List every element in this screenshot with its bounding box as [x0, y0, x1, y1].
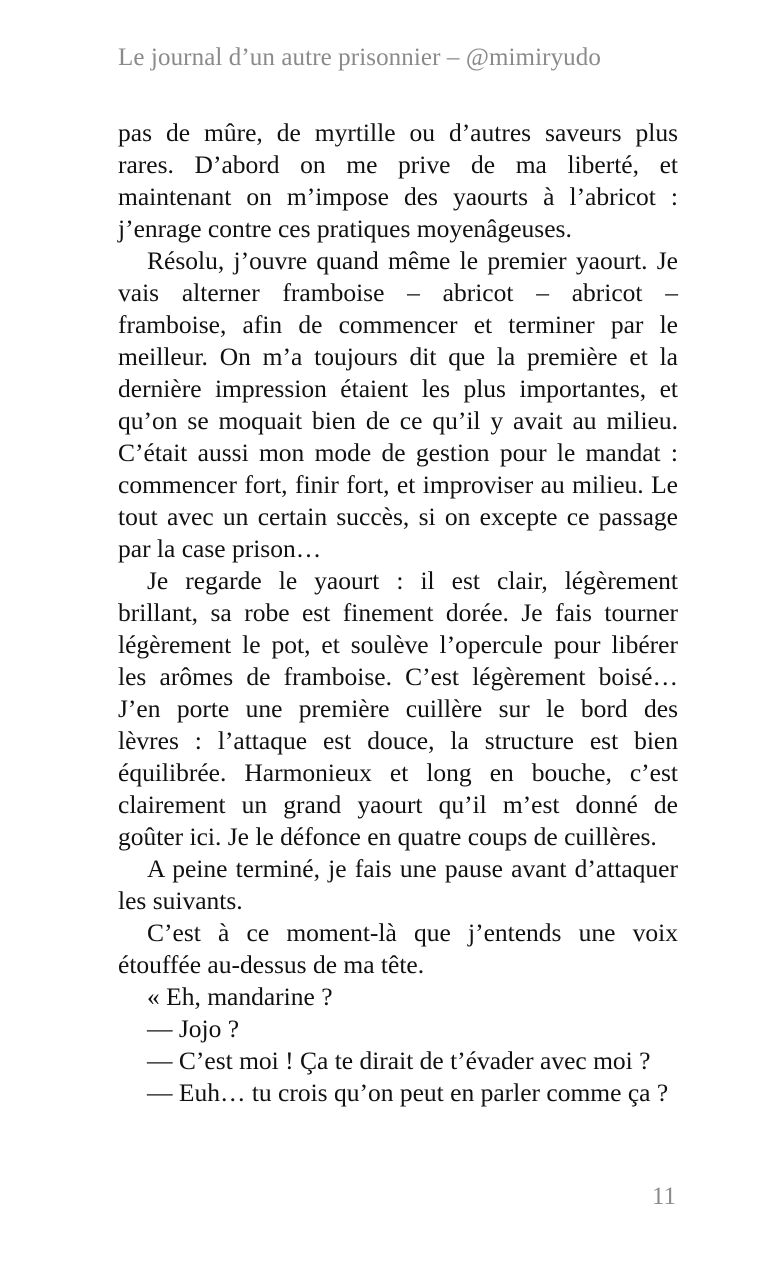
page-number: 11 — [651, 1183, 676, 1210]
paragraph: pas de mûre, de myrtille ou d’autres saveurs plus rares. D’abord on me prive de ma liberté, et maintenant on m’impose des yaourts à l’abricot : j’enrage contre ces pratiques moyenâgeuses. — [118, 118, 678, 243]
paragraph: A peine terminé, je fais une pause avant d’attaquer les suivants. — [118, 854, 678, 915]
running-header: Le journal d’un autre prisonnier – @mimiryudo — [118, 44, 601, 71]
dialogue-line: — Euh… tu crois qu’on peut en parler comme ça ? — [147, 1078, 669, 1107]
dialogue-line: — C’est moi ! Ça te dirait de t’évader avec moi ? — [147, 1046, 651, 1075]
paragraph: C’est à ce moment-là que j’entends une voix étouffée au-dessus de ma tête. — [118, 918, 678, 979]
dialogue-line: « Eh, mandarine ? — [147, 982, 333, 1011]
page-text — [118, 117, 678, 1109]
paragraph: Je regarde le yaourt : il est clair, légèrement brillant, sa robe est finement dorée. Je fais tourner légèrement le pot, et soulève l’opercule pour libérer les arômes de framboise. C’est légèrement boisé… J’en porte une première cuillère sur le bord des lèvres : l’attaque est douce, la structure est bien équilibrée. Harmonieux et long en bouche, c’est clairement un grand yaourt qu’il m’est donné de goûter ici. Je le défonce en quatre coups de cuillères. — [118, 566, 678, 851]
paragraph: Résolu, j’ouvre quand même le premier yaourt. Je vais alterner framboise – abricot – abricot – framboise, afin de commencer et terminer par le meilleur. On m’a toujours dit que la première et la dernière impression étaient les plus importantes, et qu’on se moquait bien de ce qu’il y avait au milieu. C’était aussi mon mode de gestion pour le mandat : commencer fort, finir fort, et improviser au milieu. Le tout avec un certain succès, si on excepte ce passage par la case prison… — [118, 246, 678, 563]
dialogue-line: — Jojo ? — [147, 1014, 240, 1043]
